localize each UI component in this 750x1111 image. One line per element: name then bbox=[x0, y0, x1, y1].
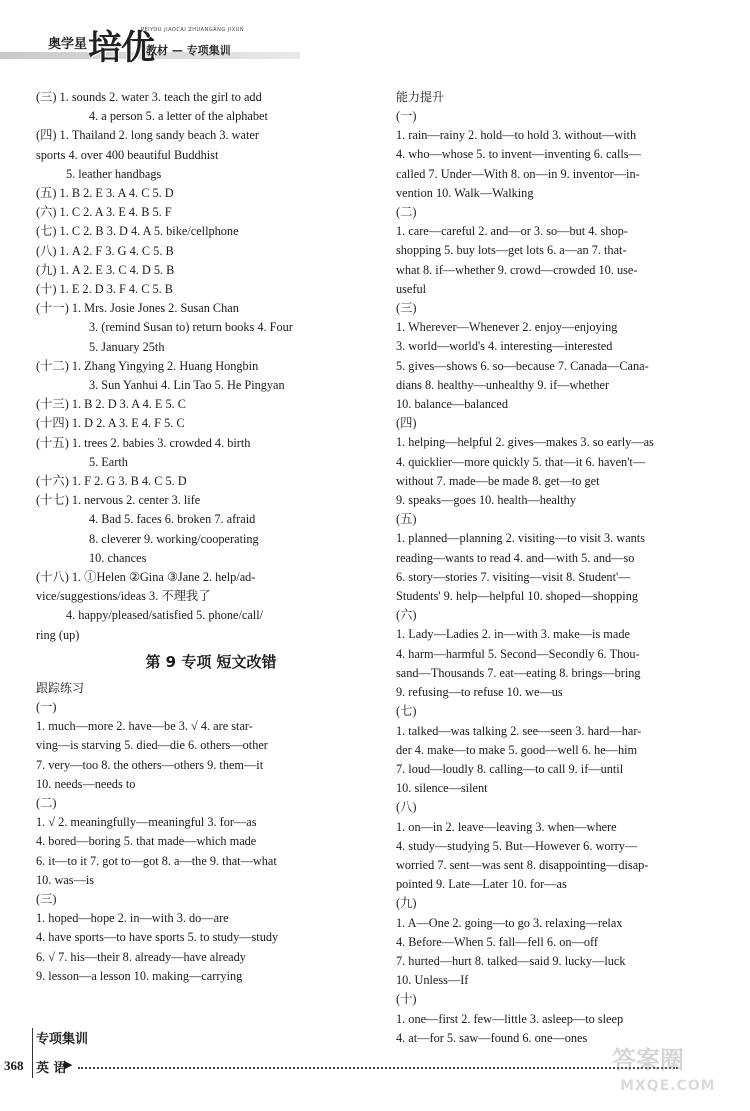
answer-line: (六) bbox=[396, 608, 417, 623]
answer-line: 10. was—is bbox=[36, 872, 95, 887]
answer-line: (五) 1. B 2. E 3. A 4. C 5. D bbox=[36, 186, 174, 201]
section-heading: 第 9 专项 短文改错 bbox=[145, 652, 277, 671]
answer-line: Students' 9. help—helpful 10. shoped—shopping bbox=[396, 589, 638, 604]
answer-line: 1. Wherever—Whenever 2. enjoy—enjoying bbox=[396, 320, 618, 335]
answer-line: 1. much—more 2. have—be 3. √ 4. are star- bbox=[36, 719, 253, 734]
answer-line: (二) bbox=[36, 795, 57, 810]
watermark-bottom: MXQE.COM bbox=[620, 1078, 716, 1094]
answer-line: (十) bbox=[396, 992, 417, 1007]
answer-line: 4. at—for 5. saw—found 6. one—ones bbox=[396, 1030, 588, 1045]
footer-divider bbox=[32, 1028, 33, 1078]
answer-line: (十三) 1. B 2. D 3. A 4. E 5. C bbox=[36, 397, 186, 412]
answer-line: (四) bbox=[396, 416, 417, 431]
answer-line: 3. (remind Susan to) return books 4. Four bbox=[89, 320, 293, 335]
answer-line: 9. speaks—goes 10. health—healthy bbox=[396, 493, 576, 508]
left-column bbox=[36, 88, 376, 986]
answer-line: (四) 1. Thailand 2. long sandy beach 3. water bbox=[36, 128, 259, 143]
answer-line: der 4. make—to make 5. good—well 6. he—him bbox=[396, 742, 638, 757]
answer-line: sand—Thousands 7. eat—eating 8. brings—bring bbox=[396, 665, 641, 680]
answer-line: ring (up) bbox=[36, 627, 80, 642]
answer-line: 7. very—too 8. the others—others 9. them—it bbox=[36, 757, 264, 772]
answer-line: 5. leather handbags bbox=[66, 166, 162, 181]
answer-line: shopping 5. buy lots—get lots 6. a—an 7. that- bbox=[396, 243, 627, 258]
answer-line: (一) bbox=[36, 699, 57, 714]
answer-line: (三) bbox=[396, 301, 417, 316]
answer-line: 5. January 25th bbox=[89, 339, 165, 354]
answer-line: called 7. Under—With 8. on—in 9. inventor—in- bbox=[396, 166, 640, 181]
logo-small-text: 奥学星 bbox=[48, 37, 88, 52]
answer-line: 4. harm—harmful 5. Second—Secondly 6. Thou- bbox=[396, 646, 640, 661]
answer-line: 1. talked—was talking 2. see—seen 3. hard—har- bbox=[396, 723, 642, 738]
answer-line: (十四) 1. D 2. A 3. E 4. F 5. C bbox=[36, 416, 185, 431]
page-number: 368 bbox=[4, 1058, 24, 1073]
answer-line: 4. bored—boring 5. that made—which made bbox=[36, 834, 257, 849]
series-logo bbox=[38, 20, 258, 68]
answer-line: without 7. made—be made 8. get—to get bbox=[396, 473, 600, 488]
answer-line: 4. Before—When 5. fall—fell 6. on—off bbox=[396, 934, 598, 949]
right-column bbox=[396, 88, 726, 1048]
answer-line: 6. √ 7. his—their 8. already—have already bbox=[36, 949, 246, 964]
logo-subtitle: 教材 — 专项集训 bbox=[146, 44, 231, 57]
answer-line: 5. gives—shows 6. so—because 7. Canada—Cana- bbox=[396, 358, 649, 373]
answer-line: 4. have sports—to have sports 5. to study—study bbox=[36, 930, 279, 945]
answer-line: (十八) 1. ①Helen ②Gina ③Jane 2. help/ad- bbox=[36, 570, 256, 585]
answer-line: dians 8. healthy—unhealthy 9. if—whether bbox=[396, 377, 610, 392]
page-header bbox=[0, 0, 750, 70]
answer-line: 4. a person 5. a letter of the alphabet bbox=[89, 109, 268, 124]
answer-line: (九) 1. A 2. E 3. C 4. D 5. B bbox=[36, 262, 175, 277]
answer-line: 4. Bad 5. faces 6. broken 7. afraid bbox=[89, 512, 256, 527]
subsection-heading: 跟踪练习 bbox=[36, 680, 85, 695]
answer-line: (二) bbox=[396, 205, 417, 220]
answer-line: 3. Sun Yanhui 4. Lin Tao 5. He Pingyan bbox=[89, 378, 285, 393]
answer-line: 6. it—to it 7. got to—got 8. a—the 9. that—what bbox=[36, 853, 277, 868]
answer-line: 1. Lady—Ladies 2. in—with 3. make—is made bbox=[396, 627, 630, 642]
answer-line: 1. on—in 2. leave—leaving 3. when—where bbox=[396, 819, 617, 834]
answer-line: (八) bbox=[396, 800, 417, 815]
answer-line: 7. hurted—hurt 8. talked—said 9. lucky—luck bbox=[396, 953, 626, 968]
answer-line: vice/suggestions/ideas 3. 不理我了 bbox=[36, 589, 211, 604]
answer-line: 6. story—stories 7. visiting—visit 8. Student'— bbox=[396, 569, 631, 584]
dotted-rule bbox=[78, 1067, 678, 1069]
answer-line: (三) 1. sounds 2. water 3. teach the girl to add bbox=[36, 90, 262, 104]
answer-line: (十二) 1. Zhang Yingying 2. Huang Hongbin bbox=[36, 358, 259, 373]
logo-big-text: 培优 bbox=[88, 28, 154, 68]
answer-line: 4. who—whose 5. to invent—inventing 6. calls— bbox=[396, 147, 641, 162]
answer-line: (十五) 1. trees 2. babies 3. crowded 4. birth bbox=[36, 435, 251, 450]
answer-line: what 8. if—whether 9. crowd—crowded 10. use- bbox=[396, 262, 638, 277]
subsection-heading: 能力提升 bbox=[396, 90, 445, 104]
answer-line: (十六) 1. F 2. G 3. B 4. C 5. D bbox=[36, 474, 187, 489]
answer-line: 1. planned—planning 2. visiting—to visit 3. wants bbox=[396, 531, 645, 546]
answer-line: 1. one—first 2. few—little 3. asleep—to sleep bbox=[396, 1011, 624, 1026]
answer-line: useful bbox=[396, 281, 427, 296]
answer-line: sports 4. over 400 beautiful Buddhist bbox=[36, 147, 219, 162]
answer-line: worried 7. sent—was sent 8. disappointing—disap- bbox=[396, 857, 649, 872]
answer-line: (十七) 1. nervous 2. center 3. life bbox=[36, 493, 201, 508]
answer-line: 7. loud—loudly 8. calling—to call 9. if—until bbox=[396, 761, 624, 776]
watermark bbox=[612, 1040, 742, 1105]
answer-line: (八) 1. A 2. F 3. G 4. C 5. B bbox=[36, 243, 174, 258]
answer-line: 1. helping—helpful 2. gives—makes 3. so early—as bbox=[396, 435, 654, 450]
answer-line: 5. Earth bbox=[89, 454, 128, 469]
answer-line: 4. quicklier—more quickly 5. that—it 6. haven't— bbox=[396, 454, 646, 469]
answer-line: (六) 1. C 2. A 3. E 4. B 5. F bbox=[36, 205, 172, 220]
answer-line: (三) bbox=[36, 891, 57, 906]
answer-line: 10. needs—needs to bbox=[36, 776, 136, 791]
watermark-top: 答案圈 bbox=[612, 1046, 684, 1074]
answer-line: (九) bbox=[396, 896, 417, 911]
answer-line: 1. hoped—hope 2. in—with 3. do—are bbox=[36, 911, 229, 926]
answer-line: 10. Unless—If bbox=[396, 973, 469, 988]
arrow-icon: ▶ bbox=[64, 1059, 73, 1071]
logo-pinyin: PEIYOU JIAOCAI ZHUANGANG JIXUN bbox=[141, 27, 245, 33]
answer-line: 4. study—studying 5. But—However 6. worry— bbox=[396, 838, 638, 853]
answer-line: pointed 9. Late—Later 10. for—as bbox=[396, 877, 567, 892]
answer-line: 1. A—One 2. going—to go 3. relaxing—relax bbox=[396, 915, 623, 930]
answer-line: (十) 1. E 2. D 3. F 4. C 5. B bbox=[36, 282, 173, 297]
answer-line: (七) 1. C 2. B 3. D 4. A 5. bike/cellphone bbox=[36, 224, 239, 239]
answer-line: (一) bbox=[396, 109, 417, 123]
answer-line: 1. care—careful 2. and—or 3. so—but 4. shop- bbox=[396, 224, 628, 239]
answer-line: (五) bbox=[396, 512, 417, 527]
footer-label: 专项集训 bbox=[36, 1032, 89, 1047]
answer-line: 4. happy/pleased/satisfied 5. phone/call/ bbox=[66, 608, 264, 623]
answer-line: 8. cleverer 9. working/cooperating bbox=[89, 531, 259, 546]
answer-line: (七) bbox=[396, 704, 417, 719]
answer-line: (十一) 1. Mrs. Josie Jones 2. Susan Chan bbox=[36, 301, 239, 316]
answer-line: reading—wants to read 4. and—with 5. and—so bbox=[396, 550, 635, 565]
answer-line: 1. rain—rainy 2. hold—to hold 3. without—with bbox=[396, 128, 637, 143]
subject-label: 英 语 bbox=[36, 1061, 67, 1076]
answer-line: 10. silence—silent bbox=[396, 781, 488, 796]
answer-line: ving—is starving 5. died—die 6. others—other bbox=[36, 738, 268, 753]
answer-line: 1. √ 2. meaningfully—meaningful 3. for—as bbox=[36, 815, 257, 830]
answer-line: 3. world—world's 4. interesting—interested bbox=[396, 339, 613, 354]
answer-line: 9. refusing—to refuse 10. we—us bbox=[396, 685, 563, 700]
answer-line: 10. balance—balanced bbox=[396, 397, 508, 412]
answer-line: 9. lesson—a lesson 10. making—carrying bbox=[36, 968, 243, 983]
answer-line: vention 10. Walk—Walking bbox=[396, 185, 534, 200]
answer-line: 10. chances bbox=[89, 550, 147, 565]
